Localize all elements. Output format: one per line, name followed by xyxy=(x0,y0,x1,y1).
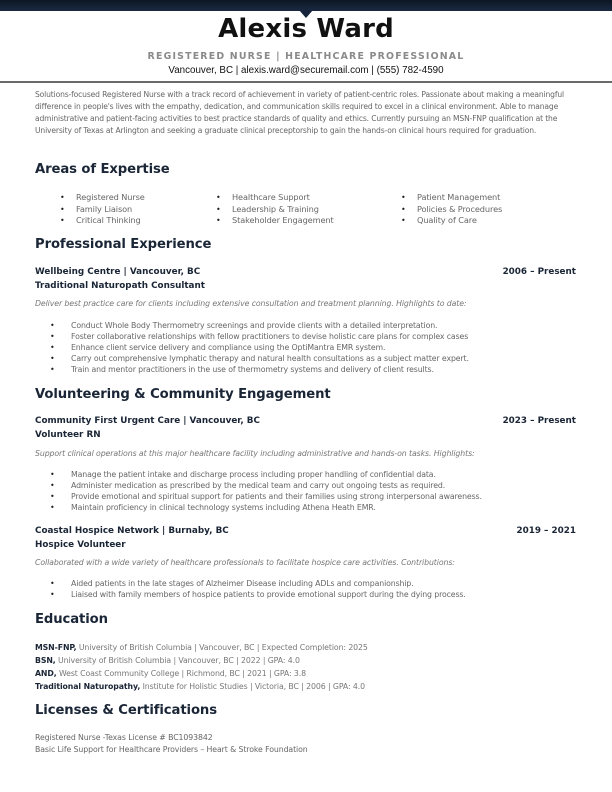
highlight-item xyxy=(50,364,580,375)
license-item: Registered Nurse -Texas License # BC1093842 xyxy=(35,733,213,742)
highlight-text: Maintain proficiency in clinical technology systems including Athena Heath EMR. xyxy=(71,503,376,512)
job-dates: 2006 – Present xyxy=(502,267,576,277)
highlight-text: Provide emotional and spiritual support for patients and their families using strong interpersonal awareness. xyxy=(71,492,482,501)
expertise-column xyxy=(60,192,145,227)
job-role: Traditional Naturopath Consultant xyxy=(35,281,205,291)
expertise-item xyxy=(401,192,502,204)
bullet-icon: • xyxy=(50,481,55,490)
highlight-item xyxy=(50,480,580,491)
highlight-item xyxy=(50,469,580,480)
bullet-icon: • xyxy=(401,216,406,225)
bullet-icon: • xyxy=(50,332,55,341)
expertise-item xyxy=(60,192,145,204)
expertise-label: Policies & Procedures xyxy=(417,203,503,214)
education-entry xyxy=(35,654,368,667)
bullet-icon: • xyxy=(216,216,221,225)
job-highlights xyxy=(50,578,580,600)
degree-detail: Institute for Holistic Studies | Victoria, BC | 2006 | GPA: 4.0 xyxy=(140,682,366,691)
section-title-expertise: Areas of Expertise xyxy=(35,162,170,177)
job-intro: Deliver best practice care for clients including extensive consultation and treatment planning. Highlights to date: xyxy=(35,299,467,308)
degree-name: AND, xyxy=(35,669,57,678)
highlight-item xyxy=(50,491,580,502)
job-role: Volunteer RN xyxy=(35,430,101,440)
job-intro: Support clinical operations at this major healthcare facility including administrative and hands-on tasks. Highlights: xyxy=(35,449,475,458)
highlight-text: Enhance client service delivery and compliance using the OptiMantra EMR system. xyxy=(71,343,386,352)
expertise-item xyxy=(60,215,145,227)
bullet-icon: • xyxy=(216,193,221,202)
highlight-text: Administer medication as prescribed by the medical team and carry out ongoing tests as required. xyxy=(71,481,446,490)
expertise-label: Registered Nurse xyxy=(76,192,145,202)
degree-detail: University of British Columbia | Vancouver, BC | 2022 | GPA: 4.0 xyxy=(55,656,300,665)
expertise-item xyxy=(216,204,334,216)
expertise-column xyxy=(401,192,502,227)
professional-summary: Solutions-focused Registered Nurse with a track record of achievement in variety of patient-centric roles. Passionate about making a meaningful difference in people's lives with the empathy, dedication, and communication skills required to excel in a clinical environment. Able to manage administrative and patient-facing activities to best practice standards of quality and ethics. Currently pursuing an MSN-FNP qualification at the University of Texas at Arlington and seeking a graduate clinical preceptorship to gain the hands-on clinical hours required for graduation. xyxy=(35,90,564,135)
job-highlights xyxy=(50,320,580,375)
bullet-icon: • xyxy=(50,354,55,363)
highlight-item xyxy=(50,320,580,331)
candidate-name: Alexis Ward xyxy=(218,14,394,44)
headline: REGISTERED NURSE | HEALTHCARE PROFESSIONAL xyxy=(147,51,465,62)
expertise-label: Patient Management xyxy=(417,192,501,202)
bullet-icon: • xyxy=(50,343,55,352)
licenses-list xyxy=(35,732,308,756)
degree-name: MSN-FNP, xyxy=(35,643,77,652)
section-title-volunteering: Volunteering & Community Engagement xyxy=(35,387,331,402)
section-title-experience: Professional Experience xyxy=(35,237,212,252)
expertise-label: Healthcare Support xyxy=(232,192,310,202)
highlight-text: Manage the patient intake and discharge process including proper handling of confidential data. xyxy=(71,470,436,479)
highlight-text: Conduct Whole Body Thermometry screenings and provide clients with a detailed interpretation. xyxy=(71,321,438,330)
bullet-icon: • xyxy=(401,204,406,214)
job-dates: 2019 – 2021 xyxy=(516,526,576,536)
highlight-item xyxy=(50,342,580,353)
bullet-icon: • xyxy=(401,193,406,202)
contact-info: Vancouver, BC | alexis.ward@securemail.com | (555) 782-4590 xyxy=(168,65,444,76)
degree-name: BSN, xyxy=(35,656,56,665)
expertise-label: Leadership & Training xyxy=(232,203,319,214)
job-organization: Community First Urgent Care | Vancouver, BC xyxy=(35,416,260,426)
job-organization: Wellbeing Centre | Vancouver, BC xyxy=(35,267,201,277)
highlight-item xyxy=(50,578,580,589)
education-entry xyxy=(35,667,368,680)
bullet-icon: • xyxy=(60,216,65,225)
expertise-item xyxy=(401,215,502,227)
highlight-item xyxy=(50,353,580,364)
expertise-column xyxy=(216,192,334,227)
highlight-item xyxy=(50,589,580,600)
expertise-item xyxy=(401,204,502,216)
bullet-icon: • xyxy=(50,503,55,512)
job-role: Hospice Volunteer xyxy=(35,540,126,550)
section-title-licenses: Licenses & Certifications xyxy=(35,703,217,718)
job-highlights xyxy=(50,469,580,513)
job-dates: 2023 – Present xyxy=(502,416,576,426)
job-organization: Coastal Hospice Network | Burnaby, BC xyxy=(35,526,229,536)
bullet-icon: • xyxy=(60,193,65,202)
bullet-icon: • xyxy=(50,579,55,588)
highlight-text: Aided patients in the late stages of Alzheimer Disease including ADLs and companionship. xyxy=(71,579,414,588)
expertise-label: Stakeholder Engagement xyxy=(232,215,334,225)
highlight-item xyxy=(50,331,580,342)
highlight-text: Carry out comprehensive lymphatic therapy and natural health consultations as a subject matter expert. xyxy=(71,354,469,363)
education-list xyxy=(35,641,368,693)
bullet-icon: • xyxy=(60,204,65,214)
degree-name: Traditional Naturopathy, xyxy=(35,682,141,691)
bullet-icon: • xyxy=(50,590,55,599)
education-entry xyxy=(35,641,368,654)
highlight-text: Foster collaborative relationships with fellow practitioners to devise holistic care plans for complex cases xyxy=(71,332,469,341)
bullet-icon: • xyxy=(50,321,55,330)
expertise-item xyxy=(216,192,334,204)
header-divider xyxy=(0,81,612,83)
bullet-icon: • xyxy=(50,365,55,374)
license-item: Basic Life Support for Healthcare Providers – Heart & Stroke Foundation xyxy=(35,745,308,754)
degree-detail: University of British Columbia | Vancouver, BC | Expected Completion: 2025 xyxy=(76,643,368,652)
bullet-icon: • xyxy=(50,470,55,479)
education-entry xyxy=(35,680,368,693)
section-title-education: Education xyxy=(35,612,108,627)
expertise-label: Family Liaison xyxy=(76,203,133,214)
expertise-item xyxy=(60,204,145,216)
highlight-text: Liaised with family members of hospice patients to provide emotional support during the dying process. xyxy=(71,590,466,599)
expertise-label: Critical Thinking xyxy=(76,215,141,225)
bullet-icon: • xyxy=(50,492,55,501)
highlight-item xyxy=(50,502,580,513)
degree-detail: West Coast Community College | Richmond, BC | 2021 | GPA: 3.8 xyxy=(56,669,307,678)
job-intro: Collaborated with a wide variety of healthcare professionals to facilitate hospice care activities. Contributions: xyxy=(35,558,455,567)
highlight-text: Train and mentor practitioners in the use of thermometry systems and delivery of client results. xyxy=(71,365,434,374)
bullet-icon: • xyxy=(216,204,221,214)
expertise-label: Quality of Care xyxy=(417,215,477,225)
expertise-item xyxy=(216,215,334,227)
